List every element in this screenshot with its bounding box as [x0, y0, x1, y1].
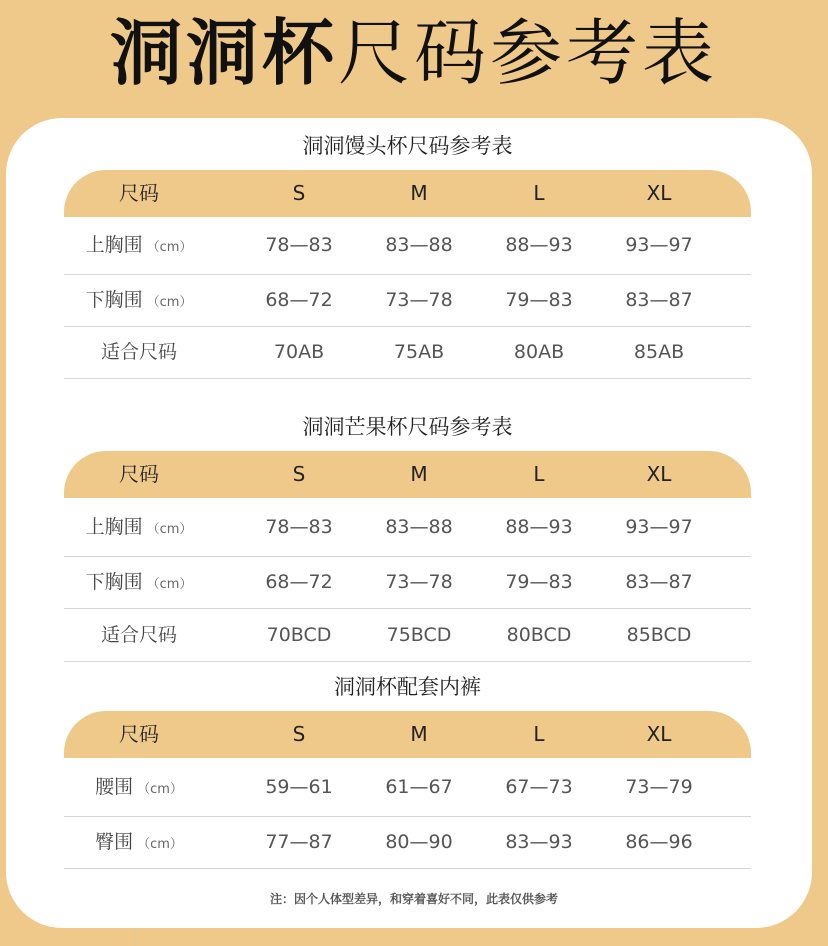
cell-m: 73—78 [385, 571, 453, 593]
row-unit: （cm） [146, 522, 193, 537]
cell-xl: 85BCD [626, 624, 692, 646]
row-label [64, 557, 214, 610]
table-row [64, 758, 751, 817]
table-row [64, 275, 751, 327]
cell-s: 78—83 [265, 234, 333, 256]
cell-s: 68—72 [265, 571, 333, 593]
header-s: S [292, 722, 306, 746]
cell-s: 59—61 [265, 776, 333, 798]
decorative-divider [134, 928, 135, 946]
cell-m: 83—88 [385, 516, 453, 538]
row-label-text: 上胸围 [85, 234, 143, 256]
cell-s: 77—87 [265, 831, 333, 853]
cell-m: 61—67 [385, 776, 453, 798]
cell-l: 80AB [513, 341, 565, 363]
cell-m: 75BCD [386, 624, 452, 646]
cell-xl: 93—97 [625, 516, 693, 538]
row-label-text: 下胸围 [85, 289, 143, 311]
cell-l: 88—93 [505, 234, 573, 256]
cell-xl: 83—87 [625, 571, 693, 593]
header-s: S [292, 181, 306, 205]
header-size: 尺码 [119, 722, 159, 746]
header-m: M [410, 462, 428, 486]
header-m: M [410, 722, 428, 746]
row-label [64, 758, 214, 819]
cell-m: 83—88 [385, 234, 453, 256]
row-label-text: 腰围 [95, 776, 134, 798]
cell-s: 68—72 [265, 289, 333, 311]
cell-l: 79—83 [505, 289, 573, 311]
header-m: M [410, 181, 428, 205]
row-label [64, 498, 214, 559]
cell-l: 79—83 [505, 571, 573, 593]
cell-m: 73—78 [385, 289, 453, 311]
row-unit: （cm） [146, 577, 193, 592]
header-xl: XL [646, 722, 672, 746]
row-unit: （cm） [146, 295, 193, 310]
page-title-bold: 洞洞杯 [109, 11, 338, 95]
table-header [64, 170, 751, 217]
table-row [64, 609, 751, 662]
section-title: 洞洞芒果杯尺码参考表 [302, 415, 513, 439]
table-row [64, 557, 751, 609]
cell-xl: 85AB [633, 341, 685, 363]
row-unit: （cm） [146, 240, 193, 255]
section-title: 洞洞杯配套内裤 [334, 675, 481, 699]
row-label [64, 609, 214, 661]
cell-xl: 93—97 [625, 234, 693, 256]
section-panties [64, 673, 751, 869]
row-unit: （cm） [137, 837, 183, 852]
table-header [64, 711, 751, 758]
header-l: L [533, 462, 545, 486]
row-label [64, 817, 214, 870]
table-row [64, 817, 751, 869]
table-header [64, 451, 751, 498]
table-row [64, 498, 751, 557]
cell-l: 67—73 [505, 776, 573, 798]
section-mantou-cup [64, 132, 751, 379]
header-size: 尺码 [119, 181, 159, 205]
table-row [64, 217, 751, 275]
header-xl: XL [646, 462, 672, 486]
cell-s: 70AB [273, 341, 325, 363]
table-row [64, 327, 751, 379]
cell-xl: 83—87 [625, 289, 693, 311]
header-l: L [533, 722, 545, 746]
cell-s: 78—83 [265, 516, 333, 538]
section-mango-cup [64, 413, 751, 662]
cell-l: 80BCD [506, 624, 572, 646]
section-title: 洞洞馒头杯尺码参考表 [302, 134, 513, 158]
header-l: L [533, 181, 545, 205]
row-label [64, 327, 214, 378]
row-label-text: 下胸围 [85, 571, 143, 593]
cell-m: 75AB [393, 341, 445, 363]
cell-l: 83—93 [505, 831, 573, 853]
row-label-text: 臀围 [95, 831, 134, 853]
row-label-text: 适合尺码 [100, 341, 177, 363]
page-title [0, 10, 828, 96]
cell-xl: 73—79 [625, 776, 693, 798]
row-label [64, 275, 214, 328]
row-label [64, 217, 214, 276]
row-label-text: 上胸围 [85, 516, 143, 538]
disclaimer-note: 注：因个人体型差异，和穿着喜好不同，此表仅供参考 [269, 892, 558, 906]
header-s: S [292, 462, 306, 486]
row-label-text: 适合尺码 [100, 624, 177, 646]
cell-l: 88—93 [505, 516, 573, 538]
header-xl: XL [646, 181, 672, 205]
row-unit: （cm） [137, 782, 183, 797]
header-size: 尺码 [119, 462, 159, 486]
cell-m: 80—90 [385, 831, 453, 853]
cell-s: 70BCD [266, 624, 332, 646]
cell-xl: 86—96 [625, 831, 693, 853]
page-title-light: 尺码参考表 [338, 11, 719, 95]
